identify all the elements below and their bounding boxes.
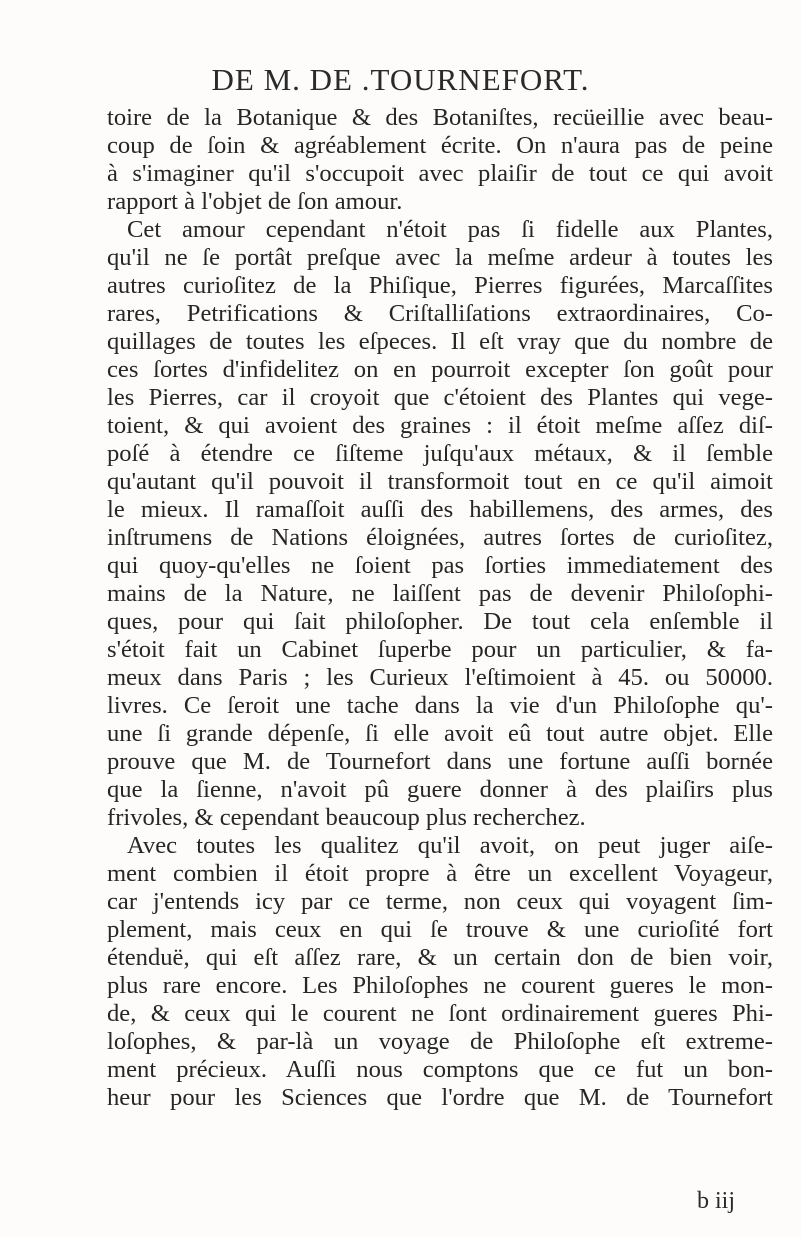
text-line: plement, mais ceux en qui ſe trouve & une curioſité fort — [107, 916, 773, 943]
text-line: coup de ſoin & agréablement écrite. On n'aura pas de peine — [107, 132, 773, 159]
text-line: autres curioſitez de la Phiſique, Pierres figurées, Marcaſſites — [107, 272, 773, 299]
text-line: quillages de toutes les eſpeces. Il eſt vray que du nombre de — [107, 328, 773, 355]
text-line: Avec toutes les qualitez qu'il avoit, on peut juger aiſe- — [127, 832, 773, 859]
text-line: frivoles, & cependant beaucoup plus recherchez. — [107, 804, 586, 831]
text-line: ment précieux. Auſſi nous comptons que ce fut un bon- — [107, 1056, 773, 1083]
text-line: toient, & qui avoient des graines : il étoit meſme aſſez diſ- — [107, 412, 773, 439]
text-line: mains de la Nature, ne laiſſent pas de devenir Philoſophi- — [107, 580, 773, 607]
text-line: Cet amour cependant n'étoit pas ſi fidelle aux Plantes, — [127, 216, 773, 243]
text-line: ces ſortes d'infidelitez on en pourroit excepter ſon goût pour — [107, 356, 773, 383]
text-line: poſé à étendre ce ſiſteme juſqu'aux métaux, & il ſemble — [107, 440, 773, 467]
text-line: qui quoy-qu'elles ne ſoient pas ſorties immediatement des — [107, 552, 773, 579]
text-line: loſophes, & par-là un voyage de Philoſophe eſt extreme- — [107, 1028, 773, 1055]
body-text — [107, 104, 773, 1112]
text-line: à s'imaginer qu'il s'occupoit avec plaiſir de tout ce qui avoit — [107, 160, 773, 187]
text-line: meux dans Paris ; les Curieux l'eſtimoient à 45. ou 50000. — [107, 664, 773, 691]
text-line: de, & ceux qui le courent ne ſont ordinairement gueres Phi- — [107, 1000, 773, 1027]
text-line: une ſi grande dépenſe, ſi elle avoit eû tout autre objet. Elle — [107, 720, 773, 747]
text-line: ment combien il étoit propre à être un excellent Voyageur, — [107, 860, 773, 887]
text-line: rares, Petrifications & Criſtalliſations extraordinaires, Co- — [107, 300, 773, 327]
text-line: plus rare encore. Les Philoſophes ne courent gueres le mon- — [107, 972, 773, 999]
text-line: que la ſienne, n'avoit pû guere donner à des plaiſirs plus — [107, 776, 773, 803]
text-line: ques, pour qui ſait philoſopher. De tout cela enſemble il — [107, 608, 773, 635]
text-line: toire de la Botanique & des Botaniſtes, recüeillie avec beau- — [107, 104, 773, 131]
running-head: DE M. DE .TOURNEFORT. — [211, 62, 590, 97]
text-line: livres. Ce ſeroit une tache dans la vie d'un Philoſophe qu'- — [107, 692, 773, 719]
text-line: s'étoit fait un Cabinet ſuperbe pour un particulier, & fa- — [107, 636, 773, 663]
text-line: rapport à l'objet de ſon amour. — [107, 188, 403, 215]
text-line: heur pour les Sciences que l'ordre que M. de Tournefort — [107, 1084, 773, 1111]
text-line: le mieux. Il ramaſſoit auſſi des habillemens, des armes, des — [107, 496, 773, 523]
text-line: qu'il ne ſe portât preſque avec la meſme ardeur à toutes les — [107, 244, 773, 271]
text-line: étenduë, qui eſt aſſez rare, & un certain don de bien voir, — [107, 944, 773, 971]
text-line: qu'autant qu'il pouvoit il transformoit tout en ce qu'il aimoit — [107, 468, 773, 495]
text-line: les Pierres, car il croyoit que c'étoient des Plantes qui vege- — [107, 384, 773, 411]
signature-mark: b iij — [697, 1188, 736, 1214]
text-line: prouve que M. de Tournefort dans une fortune auſſi bornée — [107, 748, 773, 775]
text-line: car j'entends icy par ce terme, non ceux qui voyagent ſim- — [107, 888, 773, 915]
text-line: inſtrumens de Nations éloignées, autres ſortes de curioſitez, — [107, 524, 773, 551]
